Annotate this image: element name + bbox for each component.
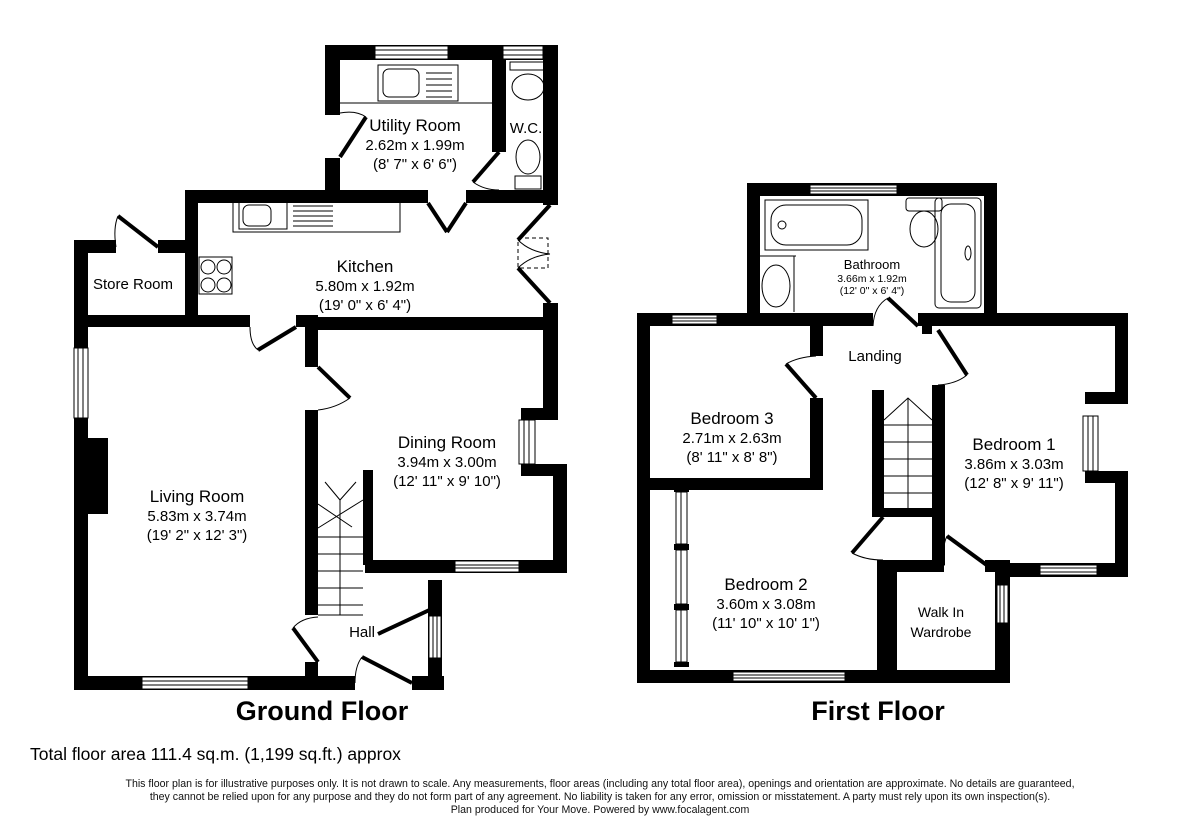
room-imperial: (8' 11" x 8' 8") xyxy=(686,449,778,466)
ground-floor-plan xyxy=(74,45,567,690)
hall-label xyxy=(349,624,375,642)
room-name: Bedroom 2 xyxy=(724,575,808,594)
room-name: Landing xyxy=(848,348,902,365)
disclaimer-line-2: they cannot be relied upon for any purpose and they do not form part of any agreement. No liability is taken for any error, omission or misstatement. A party must rely upon its own inspection(s). xyxy=(149,791,1051,803)
room-name: Kitchen xyxy=(336,257,394,276)
dining-room-label xyxy=(393,432,501,491)
disclaimer-line-1: This floor plan is for illustrative purposes only. It is not drawn to scale. Any measurements, floor areas (including any total floor area), openings and orientation are approximate. No details are guaranteed, xyxy=(125,778,1075,790)
wc-toilet xyxy=(516,140,540,174)
room-name: Living Room xyxy=(149,487,245,506)
toilet xyxy=(906,198,942,211)
kitchen-label xyxy=(315,256,414,315)
total-floor-area: Total floor area 111.4 sq.m. (1,199 sq.ft.) approx xyxy=(30,744,401,764)
walk-in-wardrobe-label xyxy=(886,602,996,642)
first-floor-title: First Floor xyxy=(811,696,945,726)
wc-basin xyxy=(510,62,546,70)
ground-floor-stairs xyxy=(318,482,363,615)
bathroom-label xyxy=(837,257,906,297)
bedroom3-label xyxy=(682,408,781,467)
room-name: Hall xyxy=(349,624,375,641)
room-name: W.C. xyxy=(509,120,543,137)
room-name: Bedroom 1 xyxy=(972,435,1056,454)
room-metric: 3.66m x 1.92m xyxy=(837,273,907,285)
room-name: Store Room xyxy=(92,276,174,293)
store-room-label xyxy=(93,276,173,294)
room-imperial: (8' 7" x 6' 6") xyxy=(373,156,457,173)
shower xyxy=(935,198,981,308)
first-floor-stairs xyxy=(884,398,932,508)
room-imperial: (12' 11" x 9' 10") xyxy=(393,473,501,490)
living-room-label xyxy=(147,486,248,545)
room-metric: 5.83m x 3.74m xyxy=(147,508,247,525)
room-name: Dining Room xyxy=(397,433,497,452)
room-name: Bedroom 3 xyxy=(690,409,774,428)
room-name: Walk In Wardrobe xyxy=(910,604,972,640)
kitchen-hob xyxy=(199,257,232,294)
kitchen-counter xyxy=(233,198,400,232)
room-metric: 2.71m x 2.63m xyxy=(682,430,782,447)
bathtub xyxy=(765,200,868,250)
utility-sink-unit xyxy=(378,65,458,101)
ground-floor-title: Ground Floor xyxy=(235,696,409,726)
disclaimer-line-3: Plan produced for Your Move. Powered by www.focalagent.com xyxy=(450,804,750,816)
room-metric: 2.62m x 1.99m xyxy=(365,137,465,154)
room-metric: 5.80m x 1.92m xyxy=(315,278,415,295)
room-metric: 3.60m x 3.08m xyxy=(716,596,816,613)
bedroom2-label xyxy=(712,574,820,633)
room-imperial: (12' 8" x 9' 11") xyxy=(964,475,1064,492)
wc-label xyxy=(510,120,543,138)
room-imperial: (19' 0" x 6' 4") xyxy=(318,297,412,314)
room-metric: 3.94m x 3.00m xyxy=(397,454,497,471)
room-imperial: (19' 2" x 12' 3") xyxy=(146,527,248,544)
room-name: Bathroom xyxy=(843,257,901,272)
room-imperial: (12' 0" x 6' 4") xyxy=(839,285,905,297)
utility-room-label xyxy=(365,115,464,174)
room-name: Utility Room xyxy=(369,116,461,135)
landing-label xyxy=(848,348,901,366)
room-metric: 3.86m x 3.03m xyxy=(964,456,1064,473)
bedroom1-label xyxy=(964,434,1063,493)
room-imperial: (11' 10" x 10' 1") xyxy=(712,615,820,632)
